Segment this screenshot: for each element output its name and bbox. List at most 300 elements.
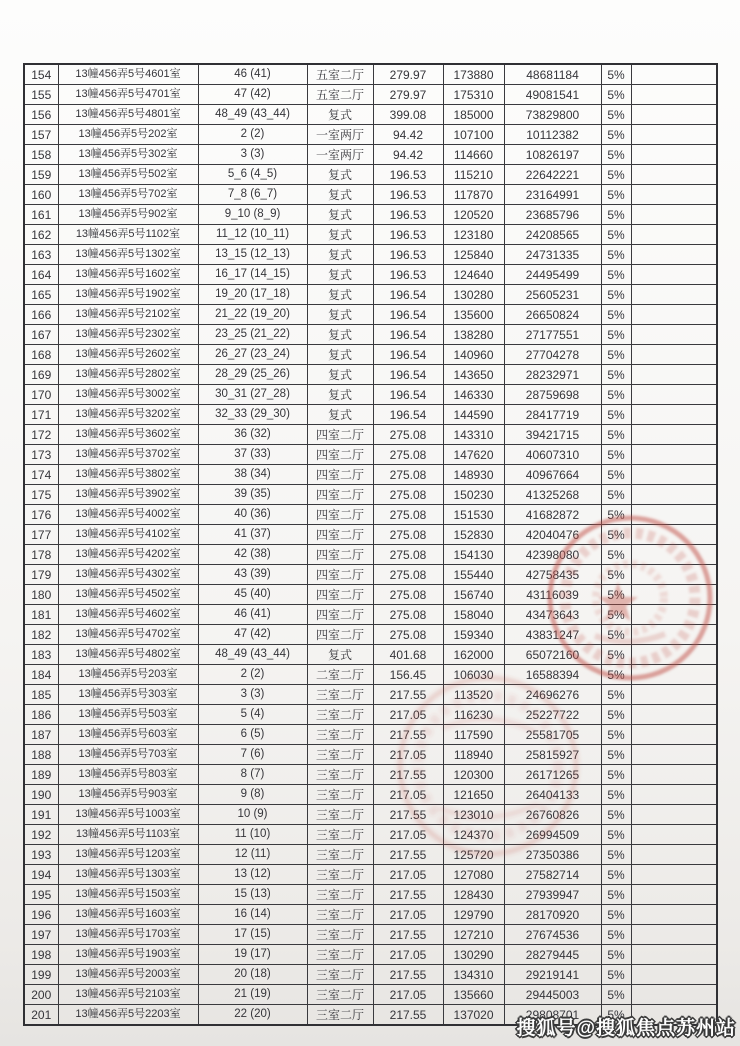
cell-seq: 166 <box>24 305 58 325</box>
cell-total-price: 28759698 <box>504 385 601 405</box>
cell-remark <box>631 325 717 345</box>
cell-remark <box>631 785 717 805</box>
watermark-text: 搜狐号@搜狐焦点苏州站 <box>516 1018 736 1039</box>
cell-seq: 159 <box>24 165 58 185</box>
cell-area: 196.54 <box>373 385 443 405</box>
cell-layout: 二室二厅 <box>307 665 373 685</box>
cell-remark <box>631 485 717 505</box>
table-row <box>24 145 717 165</box>
cell-ratio: 5% <box>601 845 631 865</box>
cell-seq: 192 <box>24 825 58 845</box>
cell-area: 217.55 <box>373 965 443 985</box>
cell-address: 13幢456弄5号3902室 <box>58 485 198 505</box>
cell-total-price: 23685796 <box>504 205 601 225</box>
cell-unit-price: 127080 <box>443 865 504 885</box>
cell-address: 13幢456弄5号2103室 <box>58 985 198 1005</box>
cell-layout: 三室二厅 <box>307 765 373 785</box>
cell-seq: 176 <box>24 505 58 525</box>
cell-unit-price: 144590 <box>443 405 504 425</box>
cell-unit-price: 120520 <box>443 205 504 225</box>
cell-seq: 162 <box>24 225 58 245</box>
cell-floor: 26_27 (23_24) <box>198 345 307 365</box>
cell-layout: 复式 <box>307 205 373 225</box>
cell-area: 275.08 <box>373 525 443 545</box>
cell-seq: 182 <box>24 625 58 645</box>
cell-floor: 2 (2) <box>198 125 307 145</box>
cell-ratio: 5% <box>601 705 631 725</box>
cell-address: 13幢456弄5号4202室 <box>58 545 198 565</box>
cell-layout: 一室两厅 <box>307 125 373 145</box>
table-row <box>24 865 717 885</box>
table-row <box>24 585 717 605</box>
cell-floor: 10 (9) <box>198 805 307 825</box>
table-row <box>24 465 717 485</box>
cell-address: 13幢456弄5号4601室 <box>58 64 198 85</box>
cell-unit-price: 152830 <box>443 525 504 545</box>
table-row <box>24 205 717 225</box>
cell-floor: 3 (3) <box>198 145 307 165</box>
cell-address: 13幢456弄5号4602室 <box>58 605 198 625</box>
cell-total-price: 16588394 <box>504 665 601 685</box>
cell-ratio: 5% <box>601 965 631 985</box>
cell-address: 13幢456弄5号1302室 <box>58 245 198 265</box>
cell-layout: 四室二厅 <box>307 545 373 565</box>
cell-area: 217.05 <box>373 705 443 725</box>
cell-total-price: 40967664 <box>504 465 601 485</box>
cell-unit-price: 123180 <box>443 225 504 245</box>
cell-ratio: 5% <box>601 785 631 805</box>
cell-seq: 155 <box>24 85 58 105</box>
cell-floor: 2 (2) <box>198 665 307 685</box>
cell-remark <box>631 145 717 165</box>
cell-ratio: 5% <box>601 505 631 525</box>
cell-address: 13幢456弄5号803室 <box>58 765 198 785</box>
cell-ratio: 5% <box>601 645 631 665</box>
cell-total-price: 43116039 <box>504 585 601 605</box>
cell-total-price: 40607310 <box>504 445 601 465</box>
cell-layout: 复式 <box>307 305 373 325</box>
cell-unit-price: 124370 <box>443 825 504 845</box>
cell-layout: 复式 <box>307 385 373 405</box>
cell-total-price: 42040476 <box>504 525 601 545</box>
cell-floor: 5_6 (4_5) <box>198 165 307 185</box>
cell-unit-price: 106030 <box>443 665 504 685</box>
cell-seq: 186 <box>24 705 58 725</box>
cell-ratio: 5% <box>601 325 631 345</box>
cell-ratio: 5% <box>601 205 631 225</box>
table-row <box>24 565 717 585</box>
cell-area: 279.97 <box>373 64 443 85</box>
cell-layout: 复式 <box>307 405 373 425</box>
cell-area: 217.55 <box>373 925 443 945</box>
cell-unit-price: 159340 <box>443 625 504 645</box>
cell-layout: 复式 <box>307 185 373 205</box>
cell-seq: 167 <box>24 325 58 345</box>
cell-layout: 复式 <box>307 365 373 385</box>
table-row <box>24 905 717 925</box>
cell-address: 13幢456弄5号702室 <box>58 185 198 205</box>
cell-address: 13幢456弄5号2102室 <box>58 305 198 325</box>
cell-layout: 复式 <box>307 345 373 365</box>
cell-ratio: 5% <box>601 85 631 105</box>
cell-address: 13幢456弄5号4701室 <box>58 85 198 105</box>
cell-total-price: 26404133 <box>504 785 601 805</box>
table-row <box>24 945 717 965</box>
cell-address: 13幢456弄5号1102室 <box>58 225 198 245</box>
cell-address: 13幢456弄5号4702室 <box>58 625 198 645</box>
cell-total-price: 27177551 <box>504 325 601 345</box>
cell-floor: 19 (17) <box>198 945 307 965</box>
cell-seq: 184 <box>24 665 58 685</box>
cell-total-price: 26994509 <box>504 825 601 845</box>
cell-remark <box>631 725 717 745</box>
cell-floor: 15 (13) <box>198 885 307 905</box>
cell-address: 13幢456弄5号4802室 <box>58 645 198 665</box>
cell-floor: 21_22 (19_20) <box>198 305 307 325</box>
table-row <box>24 305 717 325</box>
cell-layout: 五室二厅 <box>307 85 373 105</box>
cell-layout: 三室二厅 <box>307 825 373 845</box>
table-row <box>24 85 717 105</box>
table-row <box>24 525 717 545</box>
cell-unit-price: 150230 <box>443 485 504 505</box>
cell-floor: 7_8 (6_7) <box>198 185 307 205</box>
cell-unit-price: 121650 <box>443 785 504 805</box>
cell-remark <box>631 905 717 925</box>
cell-unit-price: 120300 <box>443 765 504 785</box>
cell-remark <box>631 845 717 865</box>
cell-seq: 180 <box>24 585 58 605</box>
table-row <box>24 605 717 625</box>
cell-seq: 188 <box>24 745 58 765</box>
cell-seq: 179 <box>24 565 58 585</box>
table-row <box>24 985 717 1005</box>
price-table <box>23 63 718 1026</box>
cell-remark <box>631 645 717 665</box>
cell-address: 13幢456弄5号1103室 <box>58 825 198 845</box>
cell-area: 217.55 <box>373 805 443 825</box>
cell-area: 399.08 <box>373 105 443 125</box>
cell-unit-price: 162000 <box>443 645 504 665</box>
cell-total-price: 27582714 <box>504 865 601 885</box>
cell-ratio: 5% <box>601 485 631 505</box>
cell-total-price: 22642221 <box>504 165 601 185</box>
cell-unit-price: 140960 <box>443 345 504 365</box>
cell-unit-price: 143650 <box>443 365 504 385</box>
cell-address: 13幢456弄5号902室 <box>58 205 198 225</box>
cell-address: 13幢456弄5号603室 <box>58 725 198 745</box>
cell-area: 217.05 <box>373 865 443 885</box>
table-row <box>24 665 717 685</box>
cell-total-price: 28232971 <box>504 365 601 385</box>
cell-total-price: 25605231 <box>504 285 601 305</box>
cell-ratio: 5% <box>601 345 631 365</box>
cell-total-price: 28417719 <box>504 405 601 425</box>
cell-ratio: 5% <box>601 525 631 545</box>
cell-address: 13幢456弄5号202室 <box>58 125 198 145</box>
cell-remark <box>631 385 717 405</box>
cell-area: 196.54 <box>373 345 443 365</box>
cell-remark <box>631 85 717 105</box>
cell-layout: 三室二厅 <box>307 845 373 865</box>
cell-layout: 三室二厅 <box>307 1005 373 1026</box>
cell-seq: 157 <box>24 125 58 145</box>
cell-area: 196.53 <box>373 185 443 205</box>
cell-remark <box>631 685 717 705</box>
table-row <box>24 245 717 265</box>
cell-unit-price: 135600 <box>443 305 504 325</box>
table-row <box>24 64 717 85</box>
cell-address: 13幢456弄5号1303室 <box>58 865 198 885</box>
cell-address: 13幢456弄5号3702室 <box>58 445 198 465</box>
cell-address: 13幢456弄5号3802室 <box>58 465 198 485</box>
cell-floor: 12 (11) <box>198 845 307 865</box>
cell-total-price: 26760826 <box>504 805 601 825</box>
table-row <box>24 705 717 725</box>
cell-area: 217.05 <box>373 745 443 765</box>
cell-address: 13幢456弄5号3202室 <box>58 405 198 425</box>
cell-area: 94.42 <box>373 125 443 145</box>
cell-layout: 四室二厅 <box>307 425 373 445</box>
cell-seq: 158 <box>24 145 58 165</box>
table-row <box>24 825 717 845</box>
cell-floor: 48_49 (43_44) <box>198 105 307 125</box>
cell-floor: 37 (33) <box>198 445 307 465</box>
cell-address: 13幢456弄5号303室 <box>58 685 198 705</box>
cell-address: 13幢456弄5号1903室 <box>58 945 198 965</box>
cell-address: 13幢456弄5号1902室 <box>58 285 198 305</box>
table-row <box>24 385 717 405</box>
cell-ratio: 5% <box>601 465 631 485</box>
cell-remark <box>631 425 717 445</box>
cell-address: 13幢456弄5号3002室 <box>58 385 198 405</box>
cell-total-price: 65072160 <box>504 645 601 665</box>
cell-seq: 201 <box>24 1005 58 1026</box>
cell-remark <box>631 965 717 985</box>
cell-total-price: 25227722 <box>504 705 601 725</box>
cell-unit-price: 134310 <box>443 965 504 985</box>
cell-remark <box>631 345 717 365</box>
table-row <box>24 765 717 785</box>
cell-total-price: 25581705 <box>504 725 601 745</box>
cell-seq: 187 <box>24 725 58 745</box>
cell-ratio: 5% <box>601 385 631 405</box>
cell-layout: 四室二厅 <box>307 625 373 645</box>
cell-address: 13幢456弄5号1703室 <box>58 925 198 945</box>
cell-area: 94.42 <box>373 145 443 165</box>
cell-total-price: 27704278 <box>504 345 601 365</box>
cell-floor: 36 (32) <box>198 425 307 445</box>
table-row <box>24 545 717 565</box>
cell-ratio: 5% <box>601 265 631 285</box>
cell-address: 13幢456弄5号2203室 <box>58 1005 198 1026</box>
cell-unit-price: 137020 <box>443 1005 504 1026</box>
cell-area: 279.97 <box>373 85 443 105</box>
cell-total-price: 48681184 <box>504 64 601 85</box>
cell-layout: 四室二厅 <box>307 565 373 585</box>
cell-ratio: 5% <box>601 665 631 685</box>
cell-total-price: 29445003 <box>504 985 601 1005</box>
cell-remark <box>631 925 717 945</box>
cell-floor: 47 (42) <box>198 625 307 645</box>
cell-seq: 161 <box>24 205 58 225</box>
cell-remark <box>631 805 717 825</box>
cell-area: 217.55 <box>373 725 443 745</box>
cell-layout: 复式 <box>307 245 373 265</box>
cell-floor: 30_31 (27_28) <box>198 385 307 405</box>
cell-unit-price: 125840 <box>443 245 504 265</box>
cell-floor: 40 (36) <box>198 505 307 525</box>
cell-remark <box>631 605 717 625</box>
cell-unit-price: 125720 <box>443 845 504 865</box>
cell-floor: 11_12 (10_11) <box>198 225 307 245</box>
cell-seq: 170 <box>24 385 58 405</box>
cell-area: 156.45 <box>373 665 443 685</box>
cell-area: 217.55 <box>373 685 443 705</box>
cell-floor: 46 (41) <box>198 64 307 85</box>
cell-seq: 173 <box>24 445 58 465</box>
cell-area: 275.08 <box>373 605 443 625</box>
cell-unit-price: 128430 <box>443 885 504 905</box>
cell-ratio: 5% <box>601 905 631 925</box>
cell-seq: 171 <box>24 405 58 425</box>
cell-remark <box>631 865 717 885</box>
cell-area: 196.53 <box>373 245 443 265</box>
cell-layout: 三室二厅 <box>307 965 373 985</box>
cell-unit-price: 173880 <box>443 64 504 85</box>
cell-floor: 46 (41) <box>198 605 307 625</box>
cell-floor: 47 (42) <box>198 85 307 105</box>
cell-address: 13幢456弄5号302室 <box>58 145 198 165</box>
cell-area: 275.08 <box>373 445 443 465</box>
cell-unit-price: 138280 <box>443 325 504 345</box>
cell-total-price: 28170920 <box>504 905 601 925</box>
cell-seq: 194 <box>24 865 58 885</box>
cell-floor: 42 (38) <box>198 545 307 565</box>
cell-seq: 190 <box>24 785 58 805</box>
cell-layout: 三室二厅 <box>307 705 373 725</box>
cell-unit-price: 154130 <box>443 545 504 565</box>
cell-address: 13幢456弄5号4801室 <box>58 105 198 125</box>
cell-ratio: 5% <box>601 825 631 845</box>
table-row <box>24 645 717 665</box>
cell-remark <box>631 445 717 465</box>
cell-unit-price: 135660 <box>443 985 504 1005</box>
cell-remark <box>631 585 717 605</box>
cell-address: 13幢456弄5号2003室 <box>58 965 198 985</box>
cell-address: 13幢456弄5号1602室 <box>58 265 198 285</box>
cell-layout: 复式 <box>307 225 373 245</box>
cell-address: 13幢456弄5号2802室 <box>58 365 198 385</box>
cell-floor: 13_15 (12_13) <box>198 245 307 265</box>
cell-layout: 三室二厅 <box>307 945 373 965</box>
cell-ratio: 5% <box>601 565 631 585</box>
table-row <box>24 365 717 385</box>
cell-unit-price: 117590 <box>443 725 504 745</box>
cell-ratio: 5% <box>601 625 631 645</box>
table-row <box>24 685 717 705</box>
cell-address: 13幢456弄5号4102室 <box>58 525 198 545</box>
cell-floor: 48_49 (43_44) <box>198 645 307 665</box>
cell-remark <box>631 365 717 385</box>
cell-floor: 20 (18) <box>198 965 307 985</box>
cell-seq: 196 <box>24 905 58 925</box>
cell-seq: 195 <box>24 885 58 905</box>
cell-ratio: 5% <box>601 885 631 905</box>
cell-total-price: 27939947 <box>504 885 601 905</box>
cell-unit-price: 130290 <box>443 945 504 965</box>
cell-remark <box>631 265 717 285</box>
table-row <box>24 225 717 245</box>
cell-area: 275.08 <box>373 625 443 645</box>
cell-layout: 三室二厅 <box>307 905 373 925</box>
cell-seq: 197 <box>24 925 58 945</box>
cell-unit-price: 107100 <box>443 125 504 145</box>
cell-ratio: 5% <box>601 365 631 385</box>
cell-area: 217.05 <box>373 985 443 1005</box>
cell-address: 13幢456弄5号4302室 <box>58 565 198 585</box>
cell-ratio: 5% <box>601 425 631 445</box>
cell-remark <box>631 565 717 585</box>
cell-unit-price: 156740 <box>443 585 504 605</box>
cell-area: 217.55 <box>373 765 443 785</box>
cell-unit-price: 117870 <box>443 185 504 205</box>
cell-area: 275.08 <box>373 585 443 605</box>
cell-layout: 三室二厅 <box>307 885 373 905</box>
cell-remark <box>631 545 717 565</box>
cell-floor: 38 (34) <box>198 465 307 485</box>
cell-total-price: 24495499 <box>504 265 601 285</box>
cell-floor: 5 (4) <box>198 705 307 725</box>
cell-seq: 174 <box>24 465 58 485</box>
table-row <box>24 745 717 765</box>
cell-floor: 3 (3) <box>198 685 307 705</box>
cell-ratio: 5% <box>601 765 631 785</box>
cell-ratio: 5% <box>601 745 631 765</box>
cell-total-price: 41325268 <box>504 485 601 505</box>
cell-ratio: 5% <box>601 305 631 325</box>
cell-unit-price: 130280 <box>443 285 504 305</box>
cell-layout: 四室二厅 <box>307 445 373 465</box>
cell-remark <box>631 185 717 205</box>
cell-total-price: 26650824 <box>504 305 601 325</box>
table-row <box>24 425 717 445</box>
cell-ratio: 5% <box>601 445 631 465</box>
cell-floor: 39 (35) <box>198 485 307 505</box>
cell-remark <box>631 765 717 785</box>
cell-remark <box>631 465 717 485</box>
cell-area: 217.05 <box>373 905 443 925</box>
cell-unit-price: 124640 <box>443 265 504 285</box>
cell-ratio: 5% <box>601 285 631 305</box>
cell-remark <box>631 64 717 85</box>
cell-remark <box>631 505 717 525</box>
cell-total-price: 42398080 <box>504 545 601 565</box>
cell-floor: 28_29 (25_26) <box>198 365 307 385</box>
cell-address: 13幢456弄5号203室 <box>58 665 198 685</box>
cell-ratio: 5% <box>601 545 631 565</box>
cell-ratio: 5% <box>601 145 631 165</box>
cell-layout: 三室二厅 <box>307 685 373 705</box>
cell-floor: 9_10 (8_9) <box>198 205 307 225</box>
cell-remark <box>631 205 717 225</box>
cell-layout: 复式 <box>307 165 373 185</box>
cell-floor: 45 (40) <box>198 585 307 605</box>
cell-floor: 16_17 (14_15) <box>198 265 307 285</box>
table-row <box>24 345 717 365</box>
cell-address: 13幢456弄5号4502室 <box>58 585 198 605</box>
table-row <box>24 805 717 825</box>
